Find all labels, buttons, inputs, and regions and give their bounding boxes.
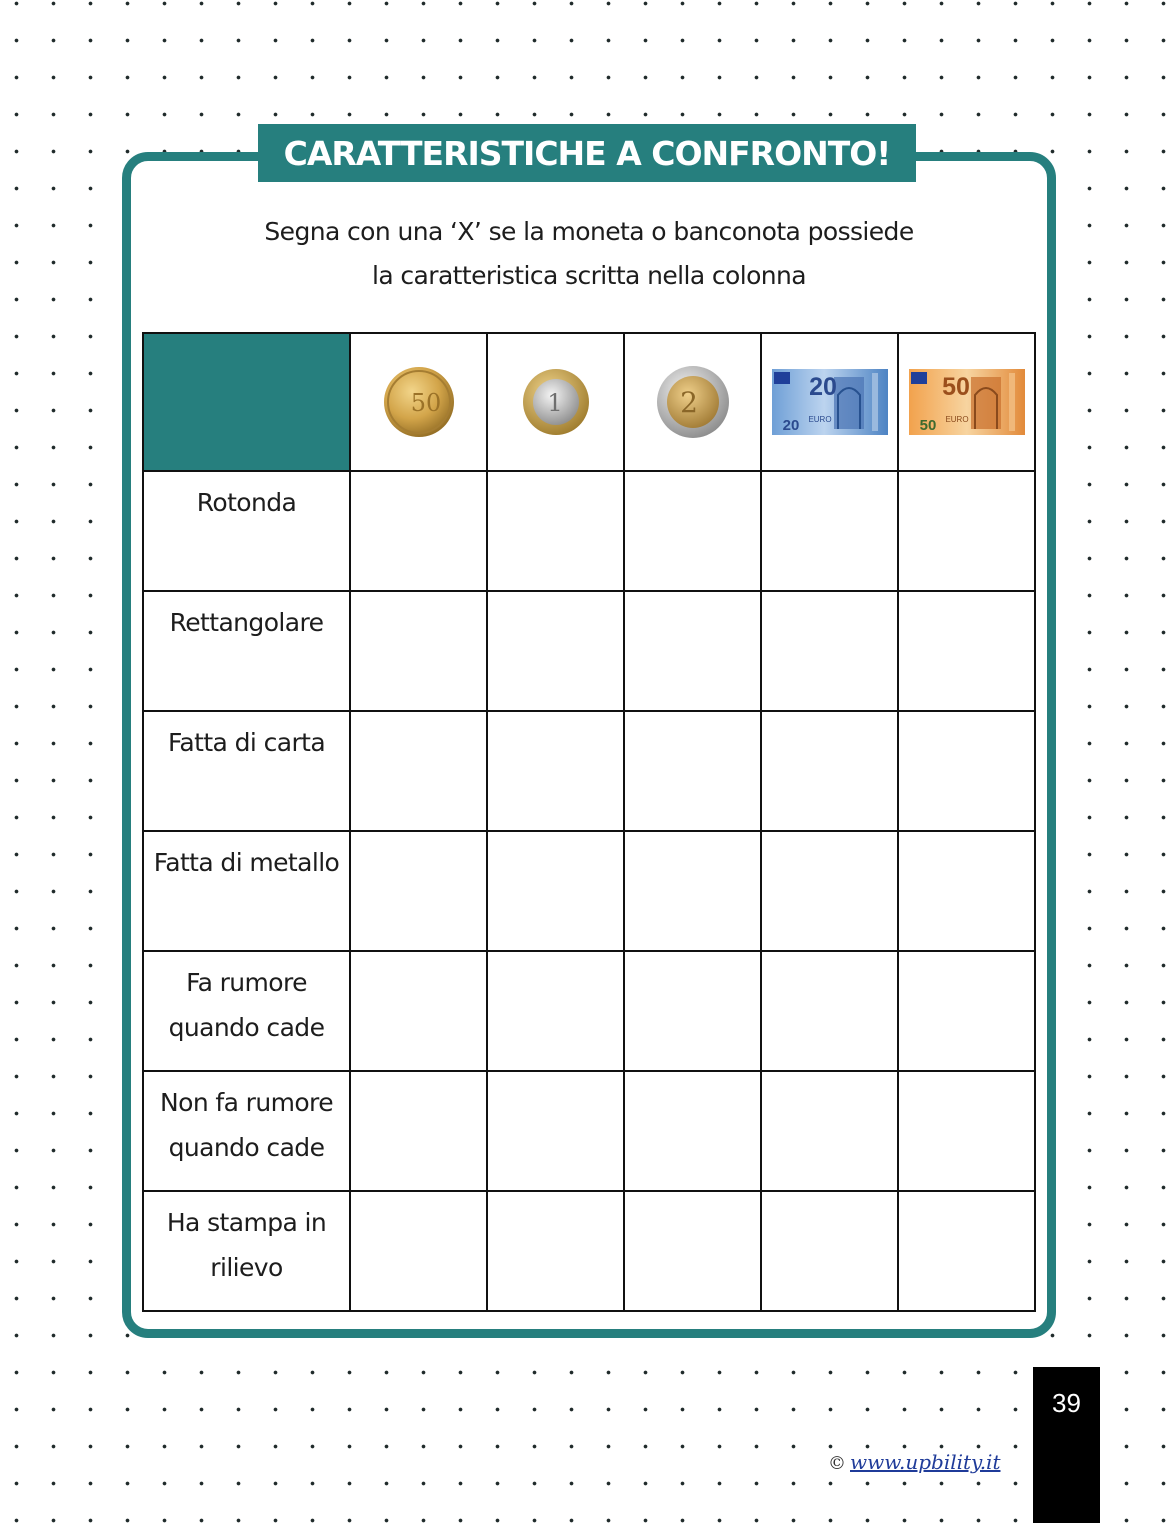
row-label-text: Fa rumore quando cade [168,968,325,1042]
checkbox-cell[interactable] [350,591,487,711]
checkbox-cell[interactable] [898,591,1035,711]
checkbox-cell[interactable] [898,471,1035,591]
checkbox-cell[interactable] [761,711,898,831]
checkbox-cell[interactable] [487,711,624,831]
banknote-20-euro-icon [772,369,888,435]
header-row [143,333,1035,471]
banknote-50-euro-mark: EURO [944,415,969,424]
checkbox-cell[interactable] [761,471,898,591]
header-cell-50-euro [898,333,1035,471]
checkbox-cell[interactable] [761,591,898,711]
row-label-non-fa-rumore [143,1071,350,1191]
row-label-stampa-in-rilievo [143,1191,350,1311]
instructions-line-1: Segna con una ‘X’ se la moneta o banconota possiede [264,217,914,246]
checkbox-cell[interactable] [487,831,624,951]
row-label-fatta-di-metallo [143,831,350,951]
banknote-50-value-top: 50 [941,373,970,401]
checkbox-cell[interactable] [624,831,761,951]
checkbox-cell[interactable] [350,1071,487,1191]
table-row [143,831,1035,951]
website-link[interactable]: www.upbility.it [850,1450,1001,1474]
checkbox-cell[interactable] [487,471,624,591]
checkbox-cell[interactable] [898,831,1035,951]
copyright-symbol: © [828,1453,846,1474]
table-row [143,951,1035,1071]
table-row [143,591,1035,711]
checkbox-cell[interactable] [487,591,624,711]
checkbox-cell[interactable] [624,1191,761,1311]
checkbox-cell[interactable] [350,711,487,831]
table-row [143,1191,1035,1311]
banknote-50-value-bottom: 50 [919,417,936,434]
checkbox-cell[interactable] [624,951,761,1071]
banknote-20-euro-mark: EURO [807,415,832,424]
header-cell-2-euro [624,333,761,471]
row-label-text: Rotonda [196,488,297,517]
row-label-text: Fatta di metallo [153,848,340,877]
instructions-line-2: la caratteristica scritta nella colonna [371,261,806,290]
table-row [143,711,1035,831]
row-label-text: Rettangolare [169,608,324,637]
instructions [140,210,1038,298]
checkbox-cell[interactable] [624,591,761,711]
table-row [143,471,1035,591]
checkbox-cell[interactable] [761,1191,898,1311]
checkbox-cell[interactable] [350,951,487,1071]
checkbox-cell[interactable] [624,471,761,591]
corner-cell [143,333,350,471]
row-label-rettangolare [143,591,350,711]
checkbox-cell[interactable] [487,1191,624,1311]
row-label-rotonda [143,471,350,591]
checkbox-cell[interactable] [898,1071,1035,1191]
title-banner [258,124,916,182]
page-title: CARATTERISTICHE A CONFRONTO! [283,133,891,173]
header-cell-20-euro [761,333,898,471]
coin-1-euro-icon [521,367,591,437]
coin-1-euro-value: 1 [546,389,563,417]
checkbox-cell[interactable] [350,471,487,591]
checkbox-cell[interactable] [624,1071,761,1191]
banknote-50-euro-icon [909,369,1025,435]
checkbox-cell[interactable] [624,711,761,831]
comparison-table [142,332,1036,1312]
coin-50-cent-value: 50 [410,389,441,417]
row-label-text: Non fa rumore quando cade [160,1088,333,1162]
row-label-fatta-di-carta [143,711,350,831]
checkbox-cell[interactable] [350,831,487,951]
header-cell-1-euro [487,333,624,471]
banknote-20-value-bottom: 20 [782,417,799,434]
checkbox-cell[interactable] [487,1071,624,1191]
checkbox-cell[interactable] [898,951,1035,1071]
checkbox-cell[interactable] [761,1071,898,1191]
banknote-20-value-top: 20 [808,373,837,401]
footer [826,1450,1003,1478]
coin-2-euro-value: 2 [679,386,698,419]
row-label-text: Fatta di carta [167,728,326,757]
coin-50-cent-icon [382,365,456,439]
coin-2-euro-icon [655,364,731,440]
checkbox-cell[interactable] [487,951,624,1071]
row-label-text: Ha stampa in rilievo [166,1208,327,1282]
table-row [143,1071,1035,1191]
checkbox-cell[interactable] [761,951,898,1071]
checkbox-cell[interactable] [350,1191,487,1311]
row-label-fa-rumore [143,951,350,1071]
checkbox-cell[interactable] [761,831,898,951]
checkbox-cell[interactable] [898,711,1035,831]
page-number: 39 [1052,1388,1081,1418]
checkbox-cell[interactable] [898,1191,1035,1311]
header-cell-50-cent [350,333,487,471]
